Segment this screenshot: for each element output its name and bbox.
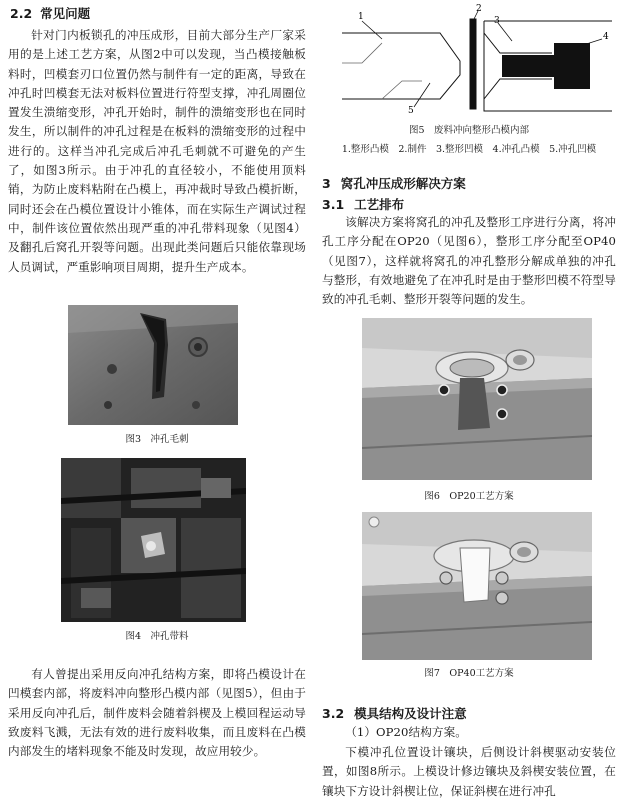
- figure-4-image: [61, 458, 246, 622]
- section-heading-3-1: [322, 195, 404, 213]
- paragraph-op20-structure: 下模冲孔位置设计镶块，后侧设计斜楔驱动安装位置，如图8所示。上模设计修边镶块及斜楔安装位置，在镶块下方设计斜楔让位，保证斜楔在进行冲孔: [322, 745, 616, 798]
- part-sheet: [470, 19, 476, 109]
- figure-6-caption: 图6 OP20工艺方案: [424, 491, 514, 502]
- label-2: 2: [476, 4, 482, 14]
- figure-7-image: [362, 512, 592, 660]
- punch-head: [554, 43, 590, 89]
- label-5: 5: [408, 106, 414, 115]
- figure-7-caption: 图7 OP40工艺方案: [424, 668, 514, 679]
- section-heading-2-2: [10, 5, 90, 23]
- label-3: 3: [494, 16, 500, 26]
- figure-4-punch-slug: [61, 458, 246, 622]
- figure-7-op40: [362, 512, 592, 660]
- figure-6-op20: [362, 318, 592, 480]
- figure-6-image: [362, 318, 592, 480]
- heading-text: 模具结构及设计注意: [354, 706, 467, 721]
- heading-number: 2.2: [10, 6, 33, 21]
- section-heading-3-2: [322, 704, 467, 722]
- label-1: 1: [358, 12, 364, 22]
- paragraph-process-layout: 该解决方案将窝孔的冲孔及整形工序进行分离，将冲孔工序分配在OP20（见图6），整形工序分配至OP40（见图7），这样就将窝孔的冲孔整形分解成单独的冲孔与整形，有效地避免了在冲孔时是由于整形凹模不符型导致的冲孔毛刺、整形开裂等问题的发生。: [322, 215, 616, 307]
- heading-number: 3: [322, 176, 331, 191]
- paragraph-common-issues: 针对门内板锁孔的冲压成形，目前大部分生产厂家采用的是上述工艺方案，从图2中可以发现，当凸模接触板料时，凹模套刃口位置仍然与制件有一定的距离，导致在冲孔时凹模套无法对板料位置进行符型支撑，冲孔周圈位置发生溃缩变形，冲孔开始时，制件的溃缩变形也在同时发生，所以制件的冲孔过程是在板料的溃缩变形的过程中进行的。这样当冲孔完成后冲孔毛刺就不可避免的产生了，如图3所示。由于冲孔的直径较小，不能使用顶料销，为防止废料粘附在凸模上，再冲裁时导致凸模折断，同时还会在凸模位置设计小锥体，而在实际生产调试过程中，制件该位置依然出现严重的冲孔带料现象（见图4）及翻孔后窝孔开裂等问题。出现此类问题后只能依靠现场人员调试，严重影响项目周期，提升生产成本。: [8, 28, 306, 274]
- figure-5-svg: [342, 3, 612, 115]
- figure-3-punch-burr: [68, 305, 238, 425]
- section-heading-3: [322, 174, 466, 192]
- heading-text: 窝孔冲压成形解决方案: [340, 176, 466, 191]
- figure-3-caption: 图3 冲孔毛刺: [125, 434, 189, 445]
- figure-5-diagram: [342, 3, 612, 115]
- punch-body: [502, 55, 554, 77]
- paragraph-reverse-punch: 有人曾提出采用反向冲孔结构方案，即将凸模设计在凹模套内部，将废料冲向整形凸模内部（见图5），但由于采用反向冲孔后，制件废料会随着斜楔及上模回程运动导致废料飞溅，无法有效的进行废料收集，而且废料在凸模内部发生的堵料现象不能及时发现，故应用较少。: [8, 667, 306, 759]
- figure-3-image: [68, 305, 238, 425]
- subheading-op20: （1）OP20结构方案。: [345, 725, 467, 739]
- figure-4-caption: 图4 冲孔带料: [125, 631, 189, 642]
- heading-text: 工艺排布: [354, 197, 405, 212]
- label-4: 4: [603, 32, 609, 42]
- forming-punch-outline: [342, 33, 460, 99]
- heading-text: 常见问题: [40, 6, 91, 21]
- figure-5-legend: 1.整形凸模 2.制件 3.整形凹模 4.冲孔凸模 5.冲孔凹模: [341, 144, 597, 155]
- heading-number: 3.1: [322, 197, 345, 212]
- figure-5-caption: 图5 废料冲向整形凸模内部: [408, 125, 530, 136]
- heading-number: 3.2: [322, 706, 345, 721]
